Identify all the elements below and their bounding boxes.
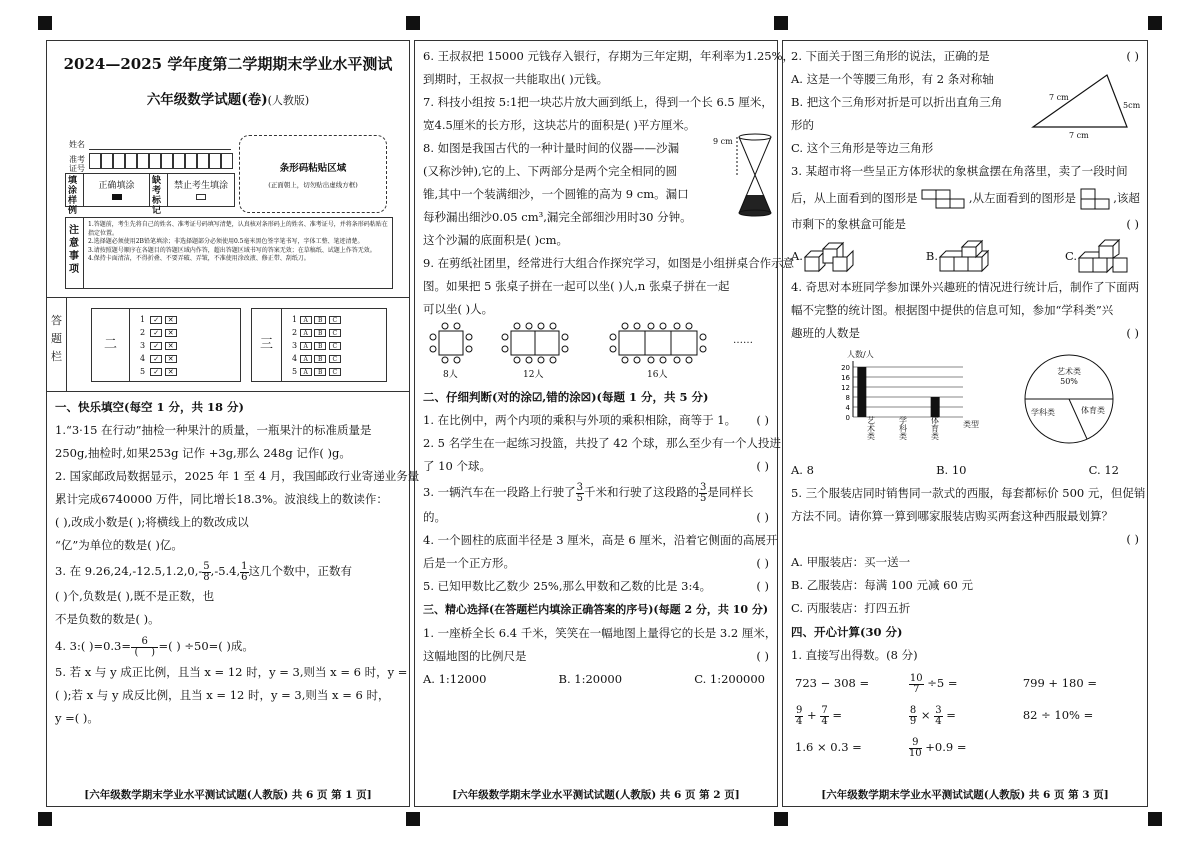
bar-2 [931, 397, 940, 417]
exam-subtitle: 六年级数学试题(卷)(人教版) [146, 92, 310, 108]
q4: 4. 3:( )=0.3= $\frac{6}{( )}$ =( ) ÷50=( )成。 [55, 635, 254, 658]
q7: 7. 科技小组按 5:1把一块芯片放大画到纸上，得到一个长 6.5 厘米， [423, 95, 773, 109]
q6: 6. 王叔叔把 15000 元钱存入银行，存期为三年定期，年利率为1.25%， [423, 49, 795, 63]
table-arrangement-diagram: 8人 12人 16人 …… [423, 321, 769, 385]
q8: 8. 如图是我国古代的一种计量时间的仪器——沙漏 [423, 141, 680, 155]
absent-checkbox[interactable] [196, 194, 206, 200]
fraction-1-6: $\frac{1}{6}$ [241, 560, 248, 583]
bar-tick-label: 20 [841, 364, 850, 372]
choice-c[interactable]: C [329, 329, 341, 337]
fraction-6-blank: $\frac{6}{( )}$ [132, 635, 158, 658]
bar-tick-label: 16 [841, 374, 850, 382]
name-label: 姓名 [69, 140, 85, 149]
choice-c[interactable]: C [329, 342, 341, 350]
note-3: 3.请按照题号顺序在各题目的答题区域内作答，超出答题区域书写的答案无效；在草稿纸、试题上作答无效。 [88, 246, 376, 254]
section-fill-blank: 一、快乐填空(每空 1 分，共 18 分) [55, 400, 244, 414]
judge-1: 1. 在比例中，两个内项的乘积与外项的乘积相除，商等于 1。 ( ) [423, 413, 769, 427]
bar-category-0: 艺术类 [867, 416, 875, 441]
notes-box: 注意事项 1.答题前，考生先将自己的姓名、准考证号码填写清楚，认真核对条形码上的姓名、准考证号，并将条形码粘贴在指定位置。 2.选择题必须使用2B铅笔填涂；非选择题部分必须使用0.5毫米黑色签字笔书写，字体工整、笔迹清楚。 3.请按照题号顺序在各题目的答题区域内作答，超出答题区域书写的答案无效；在草稿纸、试题上作答无效。 4.保持卡面清洁，不得折叠、不要弄破、弄皱，不准使用涂改液、修正带、刮纸刀。 [65, 217, 393, 289]
cross-option[interactable]: ✕ [165, 368, 177, 376]
page-footer: [六年级数学期末学业水平测试试题(人教版) 共 6 页 第 3 页] [821, 789, 1109, 801]
calc-title: 1. 直接写出得数。(8 分) [791, 648, 918, 662]
bar-tick-label: 8 [845, 394, 850, 402]
check-option[interactable]: ✓ [150, 342, 162, 350]
page-1: 2024—2025 学年度第二学期期末学业水平测试 六年级数学试题(卷)(人教版) 姓名 准考证号 填涂样例 正确填涂 缺考标记 禁止考生填涂 条形码粘贴区域 (正面朝上，切勿贴出虚线方框) 注意事项 1.答题前，考生先将自己的姓名、准考证号码填写清楚，认真核对条形码上的姓名、准考证号，并将条形码粘贴在指定位置。 2.选择题必须使用2B铅笔填涂；非选择题部分必须使用0.5毫米黑色签字笔书写，字体工整、笔迹清楚。 3.请按照题号顺序在各题目的答题区域内作答，超出答题区域书写的答案无效；在草稿纸、试题上作答无效。 4.保持卡面清洁，不得折叠、不要弄破、弄皱，不准使用涂改液、修正带、刮纸刀。 答题栏 二 1 ✓ ✕ 2 ✓ ✕ 3 ✓ ✕ 4 ✓ ✕ 5 ✓ ✕ 三 1 A B C 2 A B C 3 A B C 4 A B C 5 A B C 一、快乐填空(每空 1 分，共 18 分) 1.“3·15 在行动”抽检一种果汁的质量，一瓶果汁的标准质量是 250g,抽检时,如果253g 记作 +3g,那么 248g 记作( )g。 2. 国家邮政局数据显示，2025 年 1 至 4 月，我国邮政行业寄递业务量 累计完成6740000 万件，同比增长18.3%。波浪线上的数读作： ( ),改成小数是( );将横线上的数改成以 “亿”为单位的数是( )亿。 3. 在 9.26,24,-12.5,1.2,0,- $\frac{5}{8}$ ,-5.4, $\frac{1}{6}$ 这几个数中，正数有 ( )个,负数是( ),既不是正数，也 不是负数的数是( )。 4. 3:( )=0.3= $\frac{6}{( )}$ =( ) ÷50=( )成。 5. 若 x 与 y 成正比例，且当 x = 12 时，y = 3,则当 x = 6 时，y = ( );若 x 与 y 成反比例，且当 x = 12 时，y = 3,则当 x = 6 时， y =( )。 [六年级数学期末学业水平测试试题(人教版) 共 6 页 第 1 页] [46, 40, 410, 807]
choice-b[interactable]: B [314, 329, 326, 337]
choice-b[interactable]: B [314, 316, 326, 324]
q5: 5. 若 x 与 y 成正比例，且当 x = 12 时，y = 3,则当 x = 6 时，y = [55, 665, 408, 679]
page-footer: [六年级数学期末学业水平测试试题(人教版) 共 6 页 第 2 页] [452, 789, 740, 801]
barcode-area: 条形码粘贴区域 (正面朝上，切勿贴出虚线方框) [239, 135, 387, 213]
cross-option[interactable]: ✕ [165, 355, 177, 363]
q2: 2. 国家邮政局数据显示，2025 年 1 至 4 月，我国邮政行业寄递业务量 [55, 469, 420, 483]
judge-3: 3. 一辆汽车在一段路上行驶了 $\frac{3}{5}$ 千米和行驶了这段路的 $\frac{3}{5}$ 是同样长 [423, 481, 754, 504]
cube-options [791, 236, 1139, 276]
pie-label-subject: 学科类 [1031, 408, 1055, 417]
registration-mark [38, 16, 52, 30]
choice-c[interactable]: C [329, 368, 341, 376]
check-option[interactable]: ✓ [150, 355, 162, 363]
choice-b[interactable]: B [314, 355, 326, 363]
bar-category-2: 体育类 [931, 416, 939, 441]
note-4: 4.保持卡面清洁，不得折叠、不要弄破、弄皱，不准使用涂改液、修正带、刮纸刀。 [88, 255, 310, 262]
bar-0 [857, 367, 866, 417]
hourglass-label: 9 cm [713, 137, 733, 146]
q1: 1.“3·15 在行动”抽检一种果汁的质量，一瓶果汁的标准质量是 [55, 423, 372, 437]
fill-sample-box: 填涂样例 正确填涂 缺考标记 禁止考生填涂 [65, 173, 235, 207]
hourglass-diagram [735, 133, 775, 217]
choice-4: 4. 奇思对本班同学参加课外兴趣班的情况进行统计后，制作了下面两 [791, 280, 1140, 294]
check-option[interactable]: ✓ [150, 316, 162, 324]
choice-2: 2. 下面关于图三角形的说法，正确的是 ( ) [791, 49, 1139, 63]
cross-option[interactable]: ✕ [165, 316, 177, 324]
filled-sample [112, 194, 122, 200]
section-judgement: 二、仔细判断(对的涂☑,错的涂☒)(每题 1 分，共 5 分) [423, 390, 709, 404]
choice-4-options: A. 8 B. 10 C. 12 [791, 463, 1119, 477]
answer-group-2: 二 1 ✓ ✕ 2 ✓ ✕ 3 ✓ ✕ 4 ✓ ✕ 5 ✓ ✕ [91, 308, 241, 382]
choice-a[interactable]: A [300, 368, 312, 376]
left-view-shape [1080, 188, 1110, 210]
triangle-diagram [1027, 71, 1137, 137]
registration-mark [1148, 812, 1162, 826]
note-2: 2.选择题必须使用2B铅笔填涂；非选择题部分必须使用0.5毫米黑色签字笔书写，字体工整、笔迹清楚。 [88, 238, 364, 245]
choice-a[interactable]: A [300, 355, 312, 363]
registration-mark [774, 812, 788, 826]
calc-row-3: 1.6 × 0.3 = $\frac{9}{10}$ +0.9 = [795, 736, 967, 759]
fraction-5-8: $\frac{5}{8}$ [203, 560, 210, 583]
section-calculation: 四、开心计算(30 分) [791, 625, 903, 639]
choice-3: 3. 某超市将一些呈正方体形状的象棋盒摆在角落里，卖了一段时间 [791, 164, 1128, 178]
name-field[interactable] [89, 149, 231, 150]
bar-xlabel: 类型 [963, 420, 979, 429]
bar-ylabel: 人数/人 [847, 350, 874, 359]
check-option[interactable]: ✓ [150, 329, 162, 337]
cube-option-b[interactable]: B. [926, 239, 994, 273]
choice-5: 5. 三个服装店同时销售同一款式的西服，每套都标价 500 元，但促销 [791, 486, 1146, 500]
answer-group-3: 三 1 A B C 2 A B C 3 A B C 4 A B C 5 A B C [251, 308, 387, 382]
bar-tick-label: 0 [845, 414, 850, 422]
answer-area: 答题栏 二 1 ✓ ✕ 2 ✓ ✕ 3 ✓ ✕ 4 ✓ ✕ 5 ✓ ✕ 三 1 A B C 2 A B C 3 A B C 4 A B C 5 A B C [47, 297, 409, 392]
pie-label-sport: 体育类 [1081, 406, 1105, 415]
pie-chart [1021, 351, 1117, 447]
bar-tick-label: 4 [845, 404, 850, 412]
judge-5: 5. 已知甲数比乙数少 25%,那么甲数和乙数的比是 3:4。 ( ) [423, 579, 769, 593]
choice-1-options: A. 1:12000 B. 1:20000 C. 1:200000 [423, 672, 765, 686]
table-label-12: 12人 [523, 370, 544, 380]
choice-1: 1. 一座桥全长 6.4 千米，笑笑在一幅地图上量得它的长是 3.2 厘米， [423, 626, 777, 640]
registration-mark [406, 812, 420, 826]
choice-a[interactable]: A [300, 342, 312, 350]
choice-a[interactable]: A [300, 316, 312, 324]
registration-mark [38, 812, 52, 826]
page-3: 2. 下面关于图三角形的说法，正确的是 ( ) A. 这是一个等腰三角形，有 2 条对称轴 B. 把这个三角形对折是可以折出直角三角 形的 C. 这个三角形是等边三角形 7 cm 5cm 7 cm 3. 某超市将一些呈正方体形状的象棋盒摆在角落里，卖了一段时间 后，从上面看到的图形是 ,从左面看到的图形是 ,该超 市剩下的象棋盒可能是 ( ) A. B. C. 4. 奇思对本班同学参加课外兴趣班的情况进行统计后，制作了下面两 幅不完整的统计图。根据图中提供的信息可知，参加“学科类”兴 趣班的人数是 ( ) 人数/人 20 16 12 8 4 0 类型 艺术类 学科类 体育类 艺术类 50% 学科类 体育类 A. 8 B. 10 C. 12 5. 三个服装店同时销售同一款式的西服，每套都标价 500 元，但促销 方法不同。请你算一算到哪家服装店购买两套这种西服最划算？ ( ) A. 甲服装店：买一送一 B. 乙服装店：每满 100 元减 60 元 C. 丙服装店：打四五折 四、开心计算(30 分) 1. 直接写出得数。(8 分) 723 − 308 = $\frac{10}{7}$ ÷5 = 799 + 180 = $\frac{9}{4}$ + $\frac{7}{4}$ = $\frac{8}{9}$ × $\frac{3}{4}$ = 82 ÷ 10% = 1.6 × 0.3 = $\frac{9}{10}$ +0.9 = [六年级数学期末学业水平测试试题(人教版) 共 6 页 第 3 页] [782, 40, 1148, 807]
bar-category-1: 学科类 [899, 416, 907, 441]
choice-b[interactable]: B [314, 342, 326, 350]
choice-c[interactable]: C [329, 355, 341, 363]
page-2: 6. 王叔叔把 15000 元钱存入银行，存期为三年定期，年利率为1.25%， 到期时，王叔叔一共能取出( )元钱。 7. 科技小组按 5:1把一块芯片放大画到纸上，得到一个长 6.5 厘米， 宽4.5厘米的长方形，这块芯片的面积是( )平方厘米。 8. 如图是我国古代的一种计量时间的仪器——沙漏 (又称沙钟),它的上、下两部分是两个完全相同的圆 锥,其中一个装满细沙，一个圆锥的高为 9 cm。漏口 每秒漏出细沙0.05 cm³,漏完全部细沙用时30 分钟。 这个沙漏的底面积是( )cm。 9 cm 9. 在剪纸社团里，经常进行大组合作探究学习，如图是小组拼桌合作示意 图。如果把 5 张桌子拼在一起可以坐( )人,n 张桌子拼在一起 可以坐( )人。 8人 12人 16人 …… 二、仔细判断(对的涂☑,错的涂☒)(每题 1 分，共 5 分) 1. 在比例中，两个内项的乘积与外项的乘积相除，商等于 1。 ( ) 2. 5 名学生在一起练习投篮，共投了 42 个球，那么至少有一个人投进 了 10 个球。 ( ) 3. 一辆汽车在一段路上行驶了 $\frac{3}{5}$ 千米和行驶了这段路的 $\frac{3}{5}$ 是同样长 的。 ( ) 4. 一个圆柱的底面半径是 3 厘米，高是 6 厘米，沿着它侧面的高展开 后是一个正方形。 ( ) 5. 已知甲数比乙数少 25%,那么甲数和乙数的比是 3:4。 ( ) 三、精心选择(在答题栏内填涂正确答案的序号)(每题 2 分，共 10 分) 1. 一座桥全长 6.4 千米，笑笑在一幅地图上量得它的长是 3.2 厘米， 这幅地图的比例尺是 ( ) A. 1:12000 B. 1:20000 C. 1:200000 [六年级数学期末学业水平测试试题(人教版) 共 6 页 第 2 页] [414, 40, 778, 807]
note-1: 1.答题前，考生先将自己的姓名、准考证号码填写清楚，认真核对条形码上的姓名、准考证号，并将条形码粘贴在指定位置。 [88, 221, 388, 237]
judge-4: 4. 一个圆柱的底面半径是 3 厘米，高是 6 厘米，沿着它侧面的高展开 [423, 533, 778, 547]
q9: 9. 在剪纸社团里，经常进行大组合作探究学习，如图是小组拼桌合作示意 [423, 256, 795, 270]
registration-mark [406, 16, 420, 30]
bar-tick-label: 12 [841, 384, 850, 392]
id-label: 准考证号 [69, 155, 85, 173]
cross-option[interactable]: ✕ [165, 342, 177, 350]
stats-charts [791, 345, 1139, 459]
calc-row-2: $\frac{9}{4}$ + $\frac{7}{4}$ = $\frac{8}{9}$ × $\frac{3}{4}$ = 82 ÷ 10% = [796, 704, 1094, 727]
cube-option-a[interactable]: A. [791, 239, 855, 273]
exam-title: 2024—2025 学年度第二学期期末学业水平测试 [63, 55, 393, 73]
page-footer: [六年级数学期末学业水平测试试题(人教版) 共 6 页 第 1 页] [84, 789, 372, 801]
table-label-8: 8人 [443, 370, 458, 380]
top-view-shape [921, 189, 965, 209]
id-boxes[interactable] [89, 153, 233, 169]
q3: 3. 在 9.26,24,-12.5,1.2,0,- $\frac{5}{8}$ ,-5.4, $\frac{1}{6}$ 这几个数中，正数有 [55, 560, 353, 583]
choice-c[interactable]: C [329, 316, 341, 324]
calc-row-1: 723 − 308 = $\frac{10}{7}$ ÷5 = 799 + 180 = [795, 672, 1097, 695]
judge-2: 2. 5 名学生在一起练习投篮，共投了 42 个球，那么至少有一个人投进 [423, 436, 782, 450]
check-option[interactable]: ✓ [150, 368, 162, 376]
choice-b[interactable]: B [314, 368, 326, 376]
section-choice: 三、精心选择(在答题栏内填涂正确答案的序号)(每题 2 分，共 10 分) [423, 603, 769, 616]
cube-option-c[interactable]: C. [1065, 238, 1129, 274]
cross-option[interactable]: ✕ [165, 329, 177, 337]
registration-mark [774, 16, 788, 30]
registration-mark [1148, 16, 1162, 30]
table-label-16: 16人 [647, 370, 668, 380]
pie-label-art: 艺术类 50% [1057, 367, 1081, 386]
choice-a[interactable]: A [300, 329, 312, 337]
